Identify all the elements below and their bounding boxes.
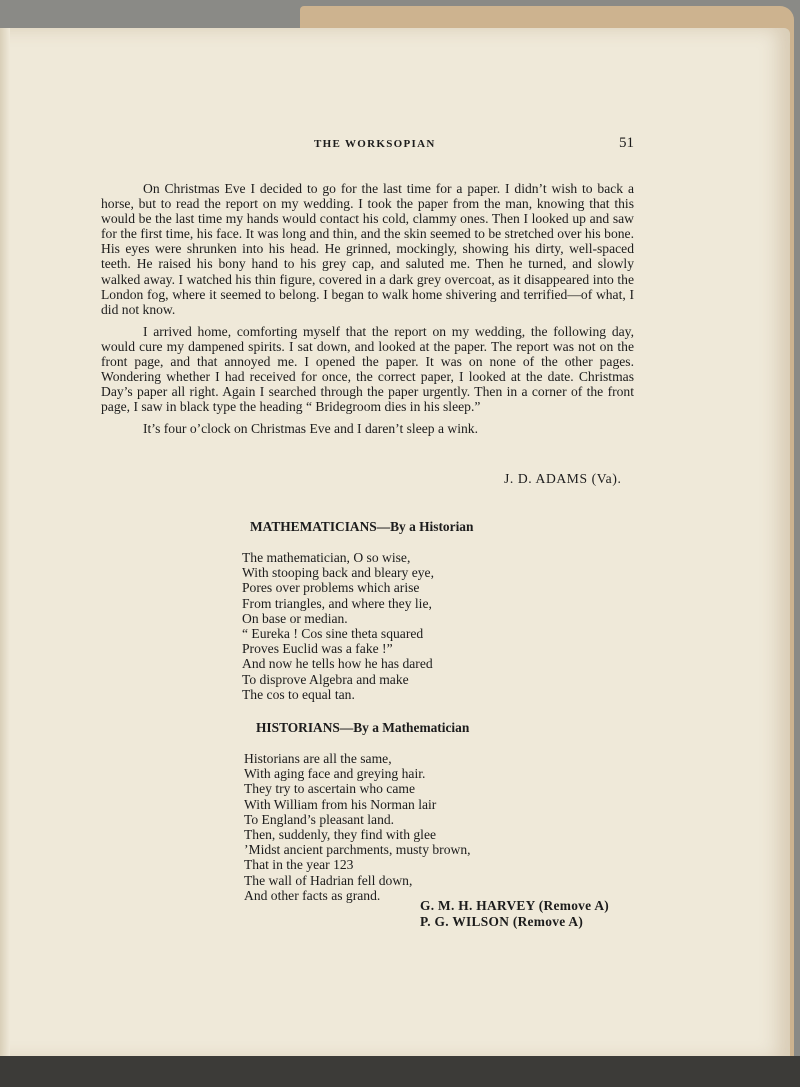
poem-line: With aging face and greying hair.	[244, 766, 426, 782]
story-author: J. D. ADAMS (Va).	[504, 471, 622, 486]
poem-line: With William from his Norman lair	[244, 796, 437, 812]
poem-line: The cos to equal tan.	[242, 686, 355, 702]
poem-line: Then, suddenly, they find with glee	[244, 827, 437, 843]
story-paragraph: I arrived home, comforting myself that the report on my wedding, the following day, would cure my dampened spirits. I sat down, and looked at the paper. The report was not on the front page, and that annoyed me. I opened the paper. It was on none of the other pages. Wondering whether I had received for once, the correct paper, I looked at the date. Christmas Day’s paper all right. Again I searched through the paper urgently. Then in a corner of the front page, I saw in black type the heading “ Bridegroom dies in his sleep.”	[101, 323, 634, 415]
story-paragraph: It’s four o’clock on Christmas Eve and I daren’t sleep a wink.	[143, 421, 478, 437]
poem-line: And now he tells how he has dared	[242, 656, 433, 672]
poem-title: MATHEMATICIANS—By a Historian	[250, 519, 474, 534]
poem-line: On base or median.	[242, 610, 348, 626]
poem-line: And other facts as grand.	[244, 887, 381, 903]
poem-title: HISTORIANS—By a Mathematician	[256, 720, 470, 735]
poem-line: To disprove Algebra and make	[242, 671, 409, 687]
poem-line: To England’s pleasant land.	[244, 811, 395, 827]
poem-line: From triangles, and where they lie,	[242, 595, 432, 611]
poem-credit: P. G. WILSON (Remove A)	[420, 914, 584, 929]
poem-line: With stooping back and bleary eye,	[242, 565, 434, 581]
poem-line: “ Eureka ! Cos sine theta squared	[242, 626, 424, 642]
poem-line: The mathematician, O so wise,	[242, 550, 411, 565]
running-head: THE WORKSOPIAN	[314, 138, 436, 150]
poem-line: Proves Euclid was a fake !”	[242, 641, 393, 657]
poem-line: ’Midst ancient parchments, musty brown,	[244, 842, 471, 858]
poem-line: Pores over problems which arise	[242, 580, 420, 596]
page-number: 51	[619, 135, 634, 151]
poem-historians	[244, 751, 471, 903]
poem-line: They try to ascertain who came	[244, 781, 415, 797]
story-paragraph: On Christmas Eve I decided to go for the last time for a paper. I didn’t wish to back a horse, but to read the report on my wedding. I took the paper from the man, knowing that this would be the last time my hands would contact his cold, clammy ones. Then I looked up and saw for the first time, his face. It was long and thin, and the skin seemed to be stretched over his bone. His eyes were shrunken into his head. He grinned, mockingly, showing his dirty, well-spaced teeth. He raised his bony hand to his grey cap, and saluted me. Then he turned, and slowly walked away. I watched his thin figure, covered in a dark grey overcoat, as it disappeared into the London fog, where it seemed to belong. I began to walk home shivering and terrified—of what, I did not know.	[101, 181, 634, 317]
poem-line: Historians are all the same,	[244, 751, 392, 766]
poem-line: The wall of Hadrian fell down,	[244, 872, 413, 888]
story-text	[101, 181, 634, 444]
poem-line: That in the year 123	[244, 857, 354, 873]
poem-credit: G. M. H. HARVEY (Remove A)	[420, 898, 610, 913]
poem-mathematicians	[242, 550, 434, 702]
